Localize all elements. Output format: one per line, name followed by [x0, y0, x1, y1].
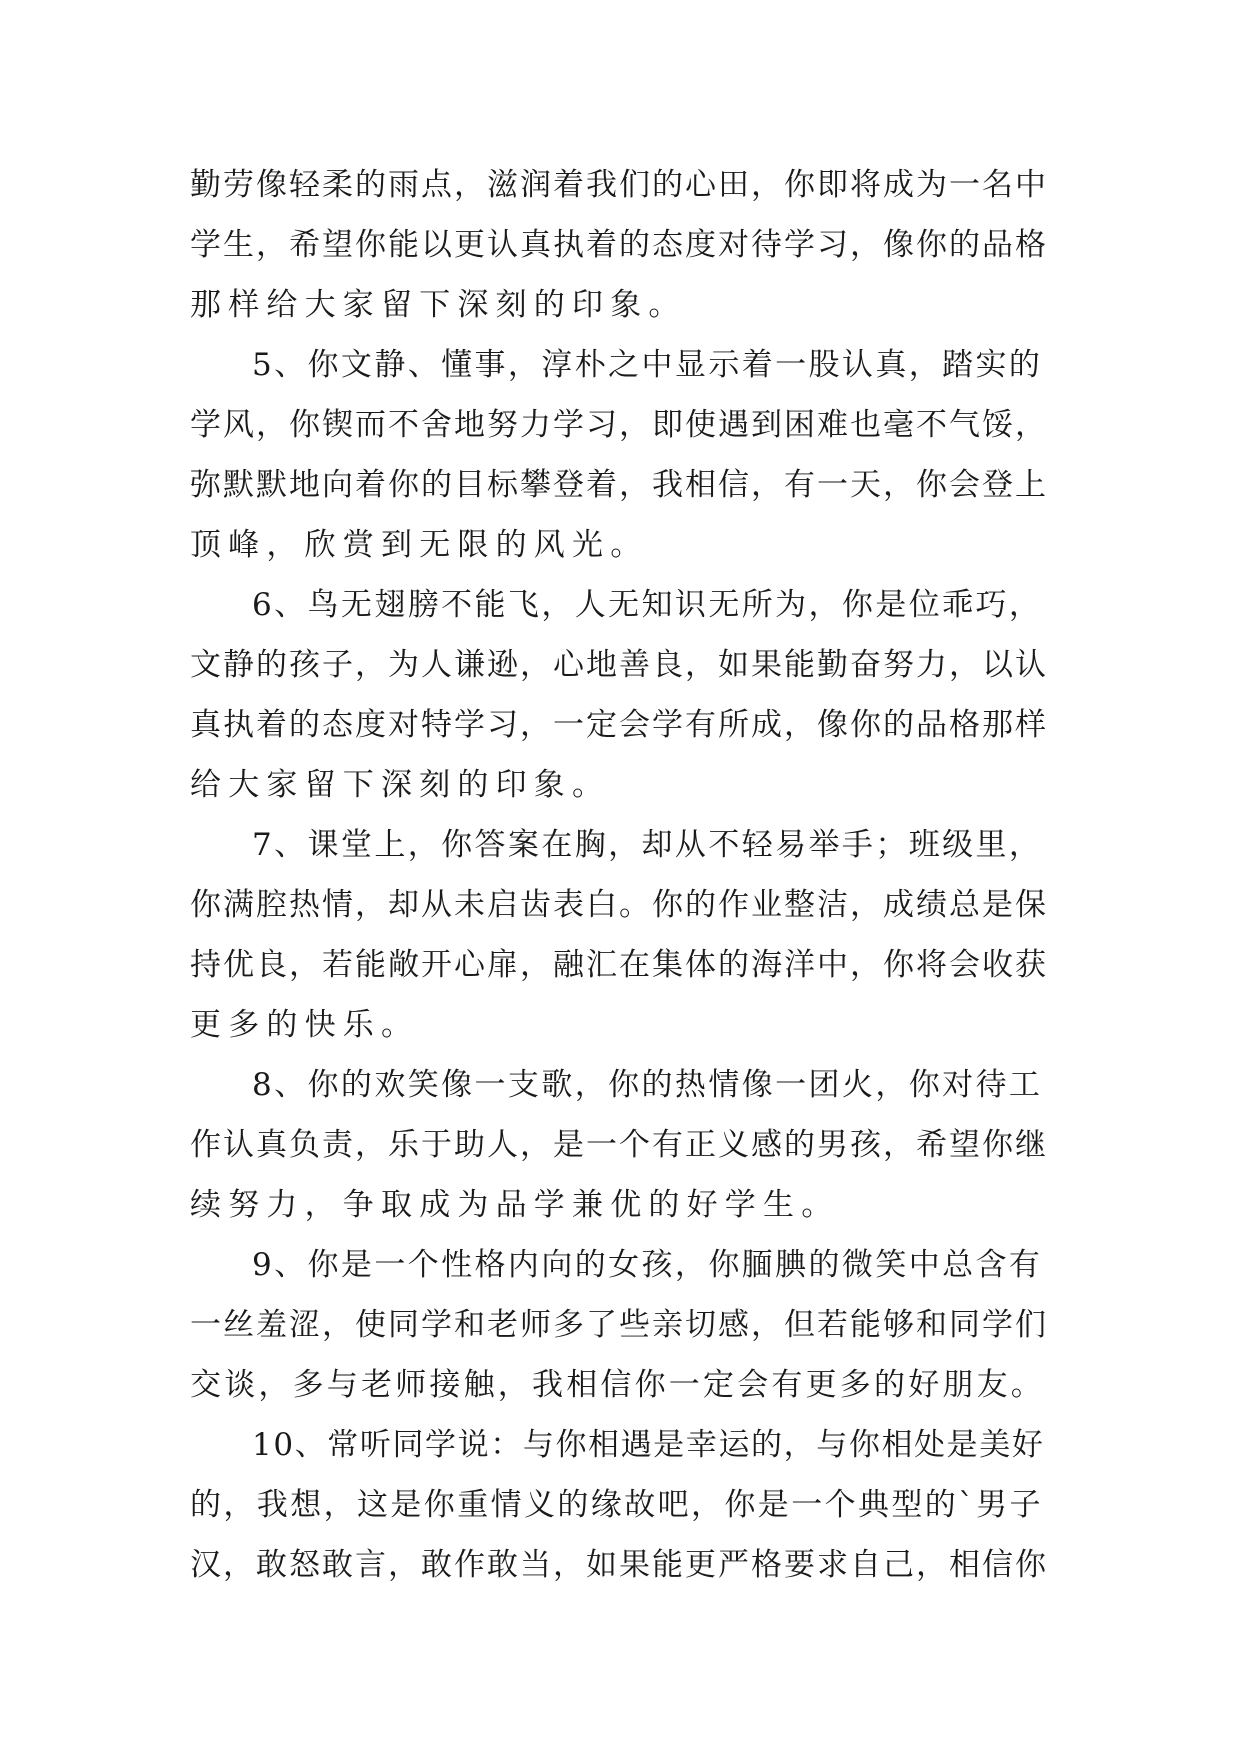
text-line: 给大家留下深刻的印象。 — [190, 767, 611, 803]
text-line: 8、你的欢笑像一支歌，你的热情像一团火，你对待工 — [252, 1067, 1043, 1103]
text-line: 7、课堂上，你答案在胸，却从不轻易举手；班级里， — [252, 827, 1043, 863]
text-line: 10、常听同学说：与你相遇是幸运的，与你相处是美好 — [252, 1427, 1045, 1463]
text-line: 持优良，若能敞开心扉，融汇在集体的海洋中，你将会收获 — [190, 947, 1048, 983]
text-line: 6、鸟无翅膀不能飞，人无知识无所为，你是位乖巧， — [252, 587, 1043, 623]
text-line: 更多的快乐。 — [190, 1007, 420, 1043]
text-line: 5、你文静、懂事，淳朴之中显示着一股认真，踏实的 — [252, 347, 1043, 383]
text-line: 学风，你锲而不舍地努力学习，即使遇到困难也毫不气馁， — [190, 407, 1048, 443]
text-line: 你满腔热情，却从未启齿表白。你的作业整洁，成绩总是保 — [190, 887, 1048, 923]
text-line: 交谈，多与老师接触，我相信你一定会有更多的好朋友。 — [190, 1367, 1045, 1403]
text-line: 一丝羞涩，使同学和老师多了些亲切感，但若能够和同学们 — [190, 1307, 1048, 1343]
text-line: 9、你是一个性格内向的女孩，你腼腆的微笑中总含有 — [252, 1247, 1043, 1283]
text-line: 顶峰，欣赏到无限的风光。 — [190, 527, 649, 563]
text-line: 汉，敢怒敢言，敢作敢当，如果能更严格要求自己，相信你 — [190, 1547, 1048, 1583]
text-line: 真执着的态度对特学习，一定会学有所成，像你的品格那样 — [190, 707, 1048, 743]
text-line: 弥默默地向着你的目标攀登着，我相信，有一天，你会登上 — [190, 467, 1048, 503]
text-line: 文静的孩子，为人谦逊，心地善良，如果能勤奋努力，以认 — [190, 647, 1048, 683]
text-line: 那样给大家留下深刻的印象。 — [190, 287, 687, 323]
text-line: 学生，希望你能以更认真执着的态度对待学习，像你的品格 — [190, 227, 1048, 263]
text-line: 的，我想，这是你重情义的缘故吧，你是一个典型的`男子 — [190, 1487, 1043, 1523]
text-line: 作认真负责，乐于助人，是一个有正义感的男孩，希望你继 — [190, 1127, 1048, 1163]
text-line: 续努力，争取成为品学兼优的好学生。 — [190, 1187, 840, 1223]
text-line: 勤劳像轻柔的雨点，滋润着我们的心田，你即将成为一名中 — [190, 167, 1048, 203]
